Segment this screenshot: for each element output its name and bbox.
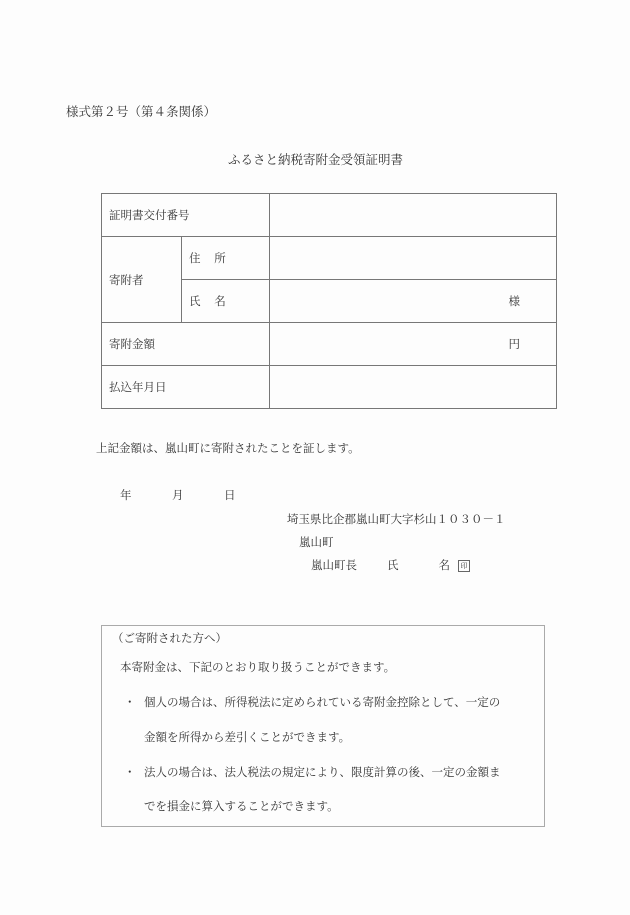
name-field[interactable]	[270, 280, 557, 323]
document-title: ふるさと納税寄附金受領証明書	[228, 152, 404, 167]
issuer-address: 埼玉県比企郡嵐山町大字杉山１０３０－１	[287, 512, 506, 526]
bullet-icon: ・	[124, 695, 136, 709]
mayor-name-2: 名	[438, 558, 450, 572]
cert-number-label: 証明書交付番号	[102, 194, 270, 237]
address-label: 住所	[189, 251, 240, 265]
certification-statement: 上記金額は、嵐山町に寄附されたことを証します。	[96, 441, 360, 455]
notice-item-individual	[124, 694, 500, 710]
seal-icon: 印	[458, 560, 470, 572]
form-number: 様式第２号（第４条関係）	[66, 104, 217, 119]
issuer-town: 嵐山町	[299, 535, 334, 549]
notice-intro: 本寄附金は、下記のとおり取り扱うことができます。	[120, 660, 396, 674]
notice-item-text: 個人の場合は、所得税法に定められている寄附金控除として、一定の	[144, 695, 501, 709]
mayor-title: 嵐山町長	[311, 558, 357, 572]
payment-date-field[interactable]	[270, 366, 557, 409]
notice-item-text: 法人の場合は、法人税法の規定により、限度計算の後、一定の金額ま	[144, 765, 501, 779]
table-row-cert-number	[102, 194, 557, 237]
notice-item-continuation: 金額を所得から差引くことができます。	[144, 730, 351, 744]
issuer-mayor	[311, 557, 470, 573]
cert-number-field[interactable]	[270, 194, 557, 237]
name-suffix: 様	[508, 294, 520, 308]
notice-item-corporation	[124, 764, 501, 780]
name-label: 氏名	[189, 294, 240, 308]
table-row-payment-date	[102, 366, 557, 409]
amount-label: 寄附金額	[102, 323, 270, 366]
donor-notice-box	[101, 625, 545, 827]
date-month: 月	[172, 488, 184, 502]
certificate-table	[101, 193, 557, 409]
amount-suffix: 円	[508, 337, 520, 351]
table-row-address	[102, 237, 557, 280]
bullet-icon: ・	[124, 765, 136, 779]
mayor-name-1: 氏	[387, 558, 399, 572]
address-field[interactable]	[270, 237, 557, 280]
notice-heading: （ご寄附された方へ）	[112, 631, 227, 645]
donor-label: 寄附者	[102, 237, 182, 323]
issue-date	[120, 487, 236, 503]
date-day: 日	[224, 488, 236, 502]
date-year: 年	[120, 488, 132, 502]
payment-date-label: 払込年月日	[102, 366, 270, 409]
notice-item-continuation: でを損金に算入することができます。	[144, 799, 339, 813]
table-row-amount	[102, 323, 557, 366]
amount-field[interactable]	[270, 323, 557, 366]
